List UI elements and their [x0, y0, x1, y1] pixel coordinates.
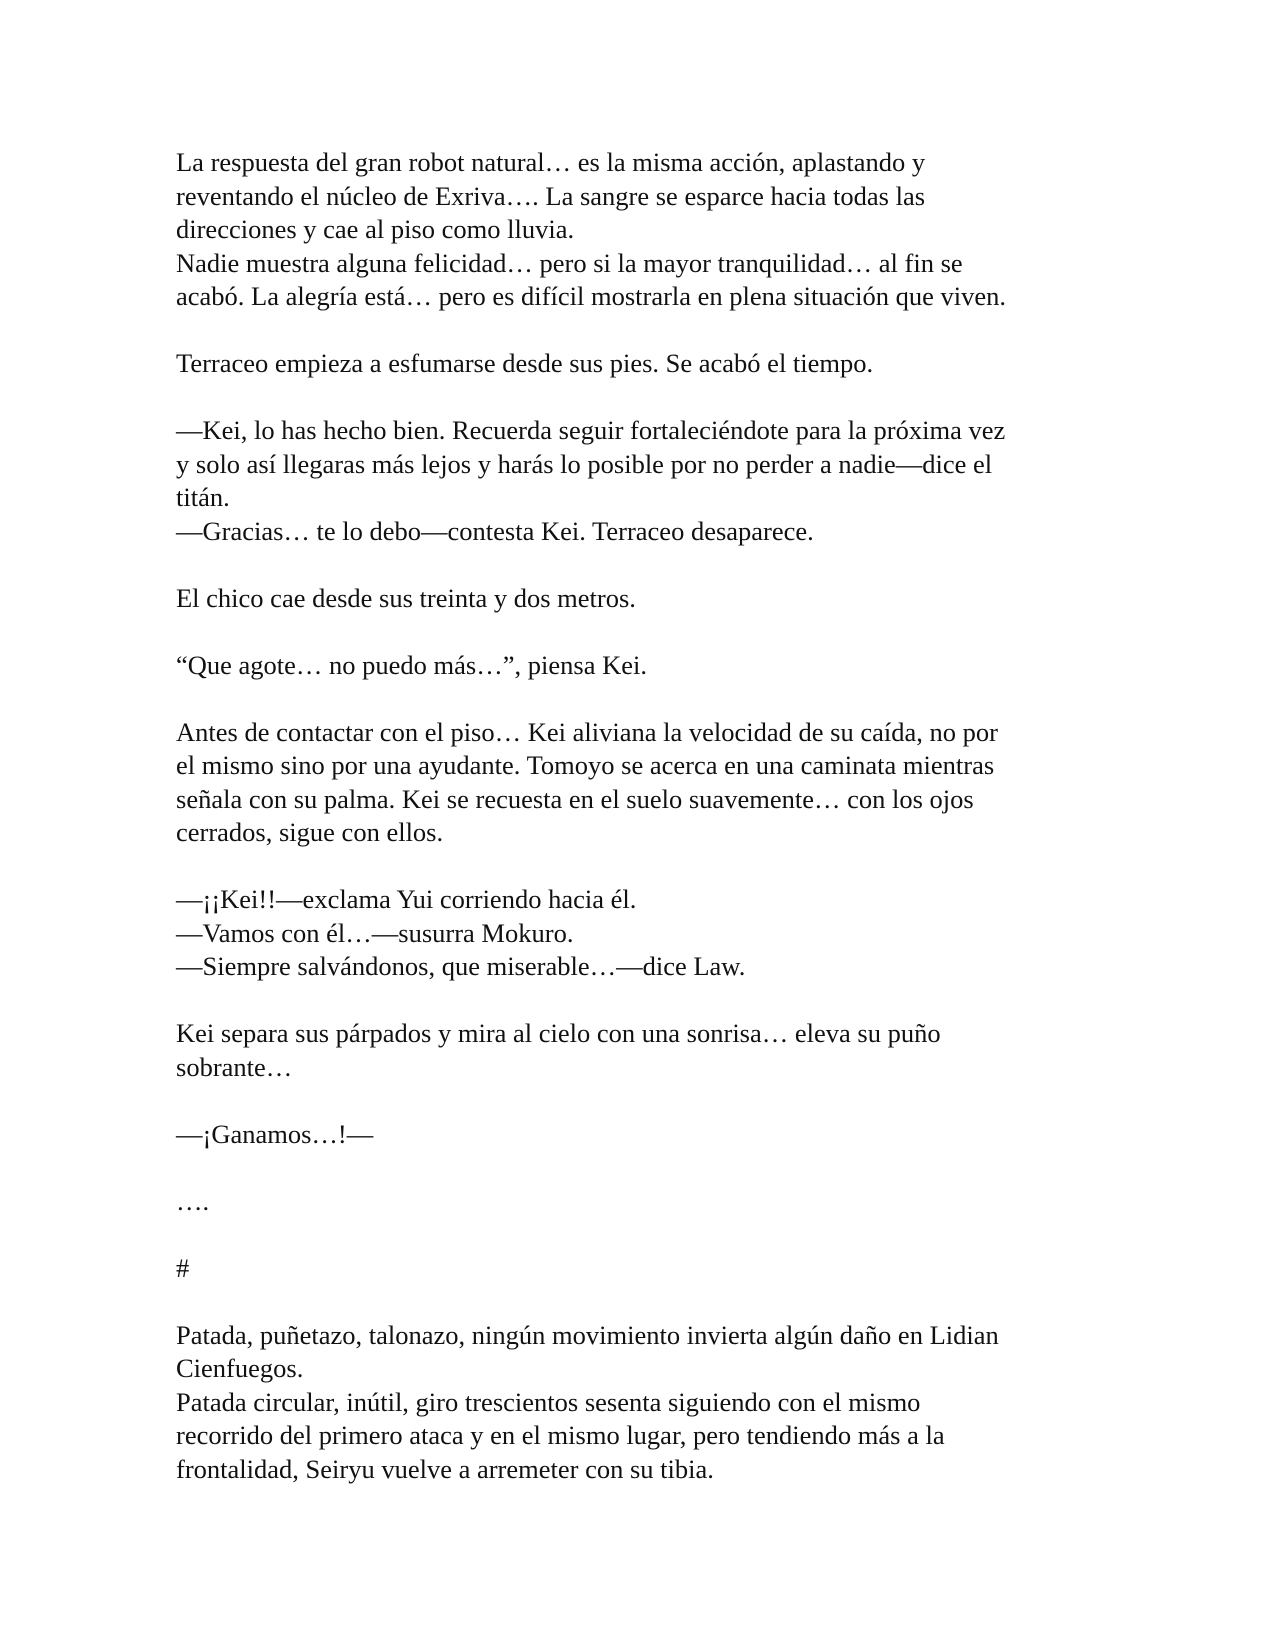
- text-line: —Siempre salvándonos, que miserable…—dice Law.: [176, 951, 746, 981]
- text-line: La respuesta del gran robot natural… es la misma acción, aplastando y: [176, 147, 926, 177]
- text-line: señala con su palma. Kei se recuesta en el suelo suavemente… con los ojos: [176, 783, 974, 814]
- text-line: —Gracias… te lo debo—contesta Kei. Terraceo desaparece.: [176, 515, 814, 546]
- paragraph: [176, 582, 1116, 616]
- paragraph-gap: [176, 682, 1116, 716]
- paragraph-gap: [176, 850, 1116, 884]
- text-line: Patada, puñetazo, talonazo, ningún movimiento invierta algún daño en Lidian: [176, 1319, 999, 1350]
- text-line: acabó. La alegría está… pero es difícil mostrarla en plena situación que viven.: [176, 281, 1007, 311]
- text-line: —¡Ganamos…!—: [176, 1118, 374, 1149]
- text-line: —Kei, lo has hecho bien. Recuerda seguir fortaleciéndote para la próxima vez: [176, 415, 1006, 445]
- text-line: —¡¡Kei!!—exclama Yui corriendo hacia él.: [176, 884, 637, 914]
- paragraph-gap: [176, 314, 1116, 348]
- paragraph-gap: [176, 1285, 1116, 1319]
- text-line: #: [176, 1252, 190, 1283]
- paragraph-gap: [176, 1084, 1116, 1118]
- paragraph: [176, 1319, 1116, 1487]
- paragraph: [176, 883, 1116, 984]
- text-line: el mismo sino por una ayudante. Tomoyo se acerca en una caminata mientras: [176, 750, 995, 780]
- paragraph-gap: [176, 984, 1116, 1018]
- text-line: Patada circular, inútil, giro trescientos sesenta siguiendo con el mismo: [176, 1386, 921, 1417]
- paragraph: [176, 649, 1116, 683]
- text-line: frontalidad, Seiryu vuelve a arremeter con su tibia.: [176, 1453, 714, 1484]
- paragraph: [176, 1252, 1116, 1286]
- text-line: El chico cae desde sus treinta y dos metros.: [176, 582, 636, 613]
- paragraph-gap: [176, 1151, 1116, 1185]
- paragraph-gap: [176, 381, 1116, 415]
- paragraph: [176, 1017, 1116, 1084]
- text-line: titán.: [176, 482, 230, 512]
- text-line: ….: [176, 1185, 210, 1216]
- text-line: —Vamos con él…—susurra Mokuro.: [176, 917, 574, 948]
- text-line: Kei separa sus párpados y mira al cielo con una sonrisa… eleva su puño: [176, 1018, 941, 1048]
- text-line: “Que agote… no puedo más…”, piensa Kei.: [176, 649, 647, 680]
- paragraph: [176, 414, 1116, 548]
- paragraph-gap: [176, 615, 1116, 649]
- text-line: direcciones y cae al piso como lluvia.: [176, 214, 575, 244]
- text-line: cerrados, sigue con ellos.: [176, 817, 444, 847]
- paragraph-gap: [176, 548, 1116, 582]
- text-line: reventando el núcleo de Exriva…. La sangre se esparce hacia todas las: [176, 180, 926, 211]
- text-line: Terraceo empieza a esfumarse desde sus pies. Se acabó el tiempo.: [176, 348, 874, 378]
- paragraph: [176, 716, 1116, 850]
- text-line: Cienfuegos.: [176, 1353, 304, 1383]
- text-line: Antes de contactar con el piso… Kei aliviana la velocidad de su caída, no por: [176, 716, 998, 747]
- paragraph: [176, 1185, 1116, 1219]
- document-body: [176, 146, 1116, 1486]
- text-line: y solo así llegaras más lejos y harás lo posible por no perder a nadie—dice el: [176, 448, 993, 479]
- text-line: Nadie muestra alguna felicidad… pero si la mayor tranquilidad… al fin se: [176, 247, 963, 278]
- paragraph: [176, 347, 1116, 381]
- text-line: sobrante…: [176, 1051, 293, 1082]
- paragraph: [176, 146, 1116, 314]
- paragraph: [176, 1118, 1116, 1152]
- text-line: recorrido del primero ataca y en el mismo lugar, pero tendiendo más a la: [176, 1420, 945, 1450]
- paragraph-gap: [176, 1218, 1116, 1252]
